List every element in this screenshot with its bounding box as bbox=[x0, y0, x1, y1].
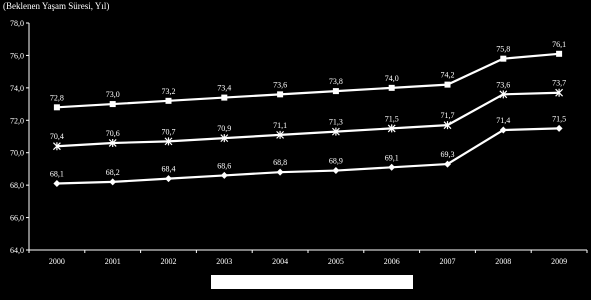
series-2-data-label: 73,7 bbox=[552, 78, 567, 88]
series-3-data-label: 68,2 bbox=[105, 167, 120, 177]
x-tick-label: 2003 bbox=[216, 257, 233, 266]
series-1-point bbox=[166, 98, 172, 104]
series-1-data-label: 73,2 bbox=[161, 86, 176, 96]
series-2-data-label: 71,3 bbox=[328, 117, 343, 127]
series-3-point bbox=[388, 164, 395, 171]
x-tick-label: 2001 bbox=[104, 257, 121, 266]
series-2-data-label: 70,9 bbox=[217, 124, 232, 134]
series-1-data-label: 76,1 bbox=[552, 39, 567, 49]
series-1-data-label: 72,8 bbox=[49, 93, 64, 103]
y-tick-label: 68,0 bbox=[10, 181, 24, 191]
series-1-data-label: 75,8 bbox=[496, 44, 511, 54]
series-3-data-label: 68,1 bbox=[49, 169, 64, 179]
series-1-line bbox=[57, 54, 559, 108]
series-1-point bbox=[277, 91, 283, 97]
series-2-data-label: 71,1 bbox=[273, 120, 288, 130]
y-axis-unit-label: (Beklenen Yaşam Süresi, Yıl) bbox=[3, 1, 110, 11]
series-1-point bbox=[389, 85, 395, 91]
series-3-data-label: 69,3 bbox=[440, 150, 455, 160]
series-3-point bbox=[556, 125, 563, 132]
series-1-data-label: 74,2 bbox=[440, 70, 455, 80]
series-2-data-label: 71,7 bbox=[440, 111, 455, 121]
series-3-point bbox=[165, 175, 172, 182]
series-3-point bbox=[332, 167, 339, 174]
y-tick-label: 76,0 bbox=[10, 51, 24, 61]
y-tick-label: 72,0 bbox=[10, 116, 24, 126]
x-tick-label: 2002 bbox=[160, 257, 177, 266]
series-3-line bbox=[57, 128, 559, 183]
series-3-data-label: 71,5 bbox=[552, 114, 567, 124]
series-3-data-label: 68,8 bbox=[273, 158, 288, 168]
x-tick-label: 2005 bbox=[327, 257, 344, 266]
x-tick-label: 2007 bbox=[439, 257, 456, 266]
y-tick-label: 70,0 bbox=[10, 148, 24, 158]
x-tick-label: 2000 bbox=[48, 257, 65, 266]
x-tick-label: 2009 bbox=[551, 257, 568, 266]
x-tick-label: 2006 bbox=[383, 257, 400, 266]
legend-area bbox=[211, 275, 413, 289]
series-3-data-label: 68,4 bbox=[161, 164, 176, 174]
y-tick-label: 78,0 bbox=[10, 19, 24, 28]
series-3-data-label: 71,4 bbox=[496, 116, 511, 126]
series-1-point bbox=[54, 104, 60, 110]
series-3-data-label: 69,1 bbox=[384, 153, 399, 163]
series-1-point bbox=[333, 88, 339, 94]
series-3-point bbox=[109, 178, 116, 185]
series-3-data-label: 68,6 bbox=[217, 161, 232, 171]
series-3-point bbox=[53, 180, 60, 187]
series-1-data-label: 73,6 bbox=[273, 80, 288, 90]
series-2-data-label: 70,4 bbox=[49, 132, 64, 142]
series-1-point bbox=[500, 56, 506, 62]
series-1-point bbox=[110, 101, 116, 107]
series-3-data-label: 68,9 bbox=[328, 156, 343, 166]
series-1-data-label: 73,0 bbox=[105, 90, 120, 100]
series-3-point bbox=[277, 169, 284, 176]
y-tick-label: 74,0 bbox=[10, 83, 24, 93]
x-tick-label: 2004 bbox=[272, 257, 289, 266]
series-2-data-label: 71,5 bbox=[384, 114, 399, 124]
series-1-point bbox=[445, 82, 451, 88]
series-2-data-label: 70,7 bbox=[161, 127, 176, 137]
y-tick-label: 66,0 bbox=[10, 213, 24, 223]
series-1-point bbox=[221, 95, 227, 101]
series-1-data-label: 73,8 bbox=[328, 77, 343, 87]
series-2-line bbox=[57, 93, 559, 147]
x-tick-label: 2008 bbox=[495, 257, 512, 266]
series-3-point bbox=[221, 172, 228, 179]
y-tick-label: 64,0 bbox=[10, 246, 24, 255]
series-2-data-label: 73,6 bbox=[496, 80, 511, 90]
series-1-point bbox=[556, 51, 562, 57]
series-1-data-label: 74,0 bbox=[384, 73, 399, 83]
series-1-data-label: 73,4 bbox=[217, 83, 232, 93]
series-2-data-label: 70,6 bbox=[105, 128, 120, 138]
